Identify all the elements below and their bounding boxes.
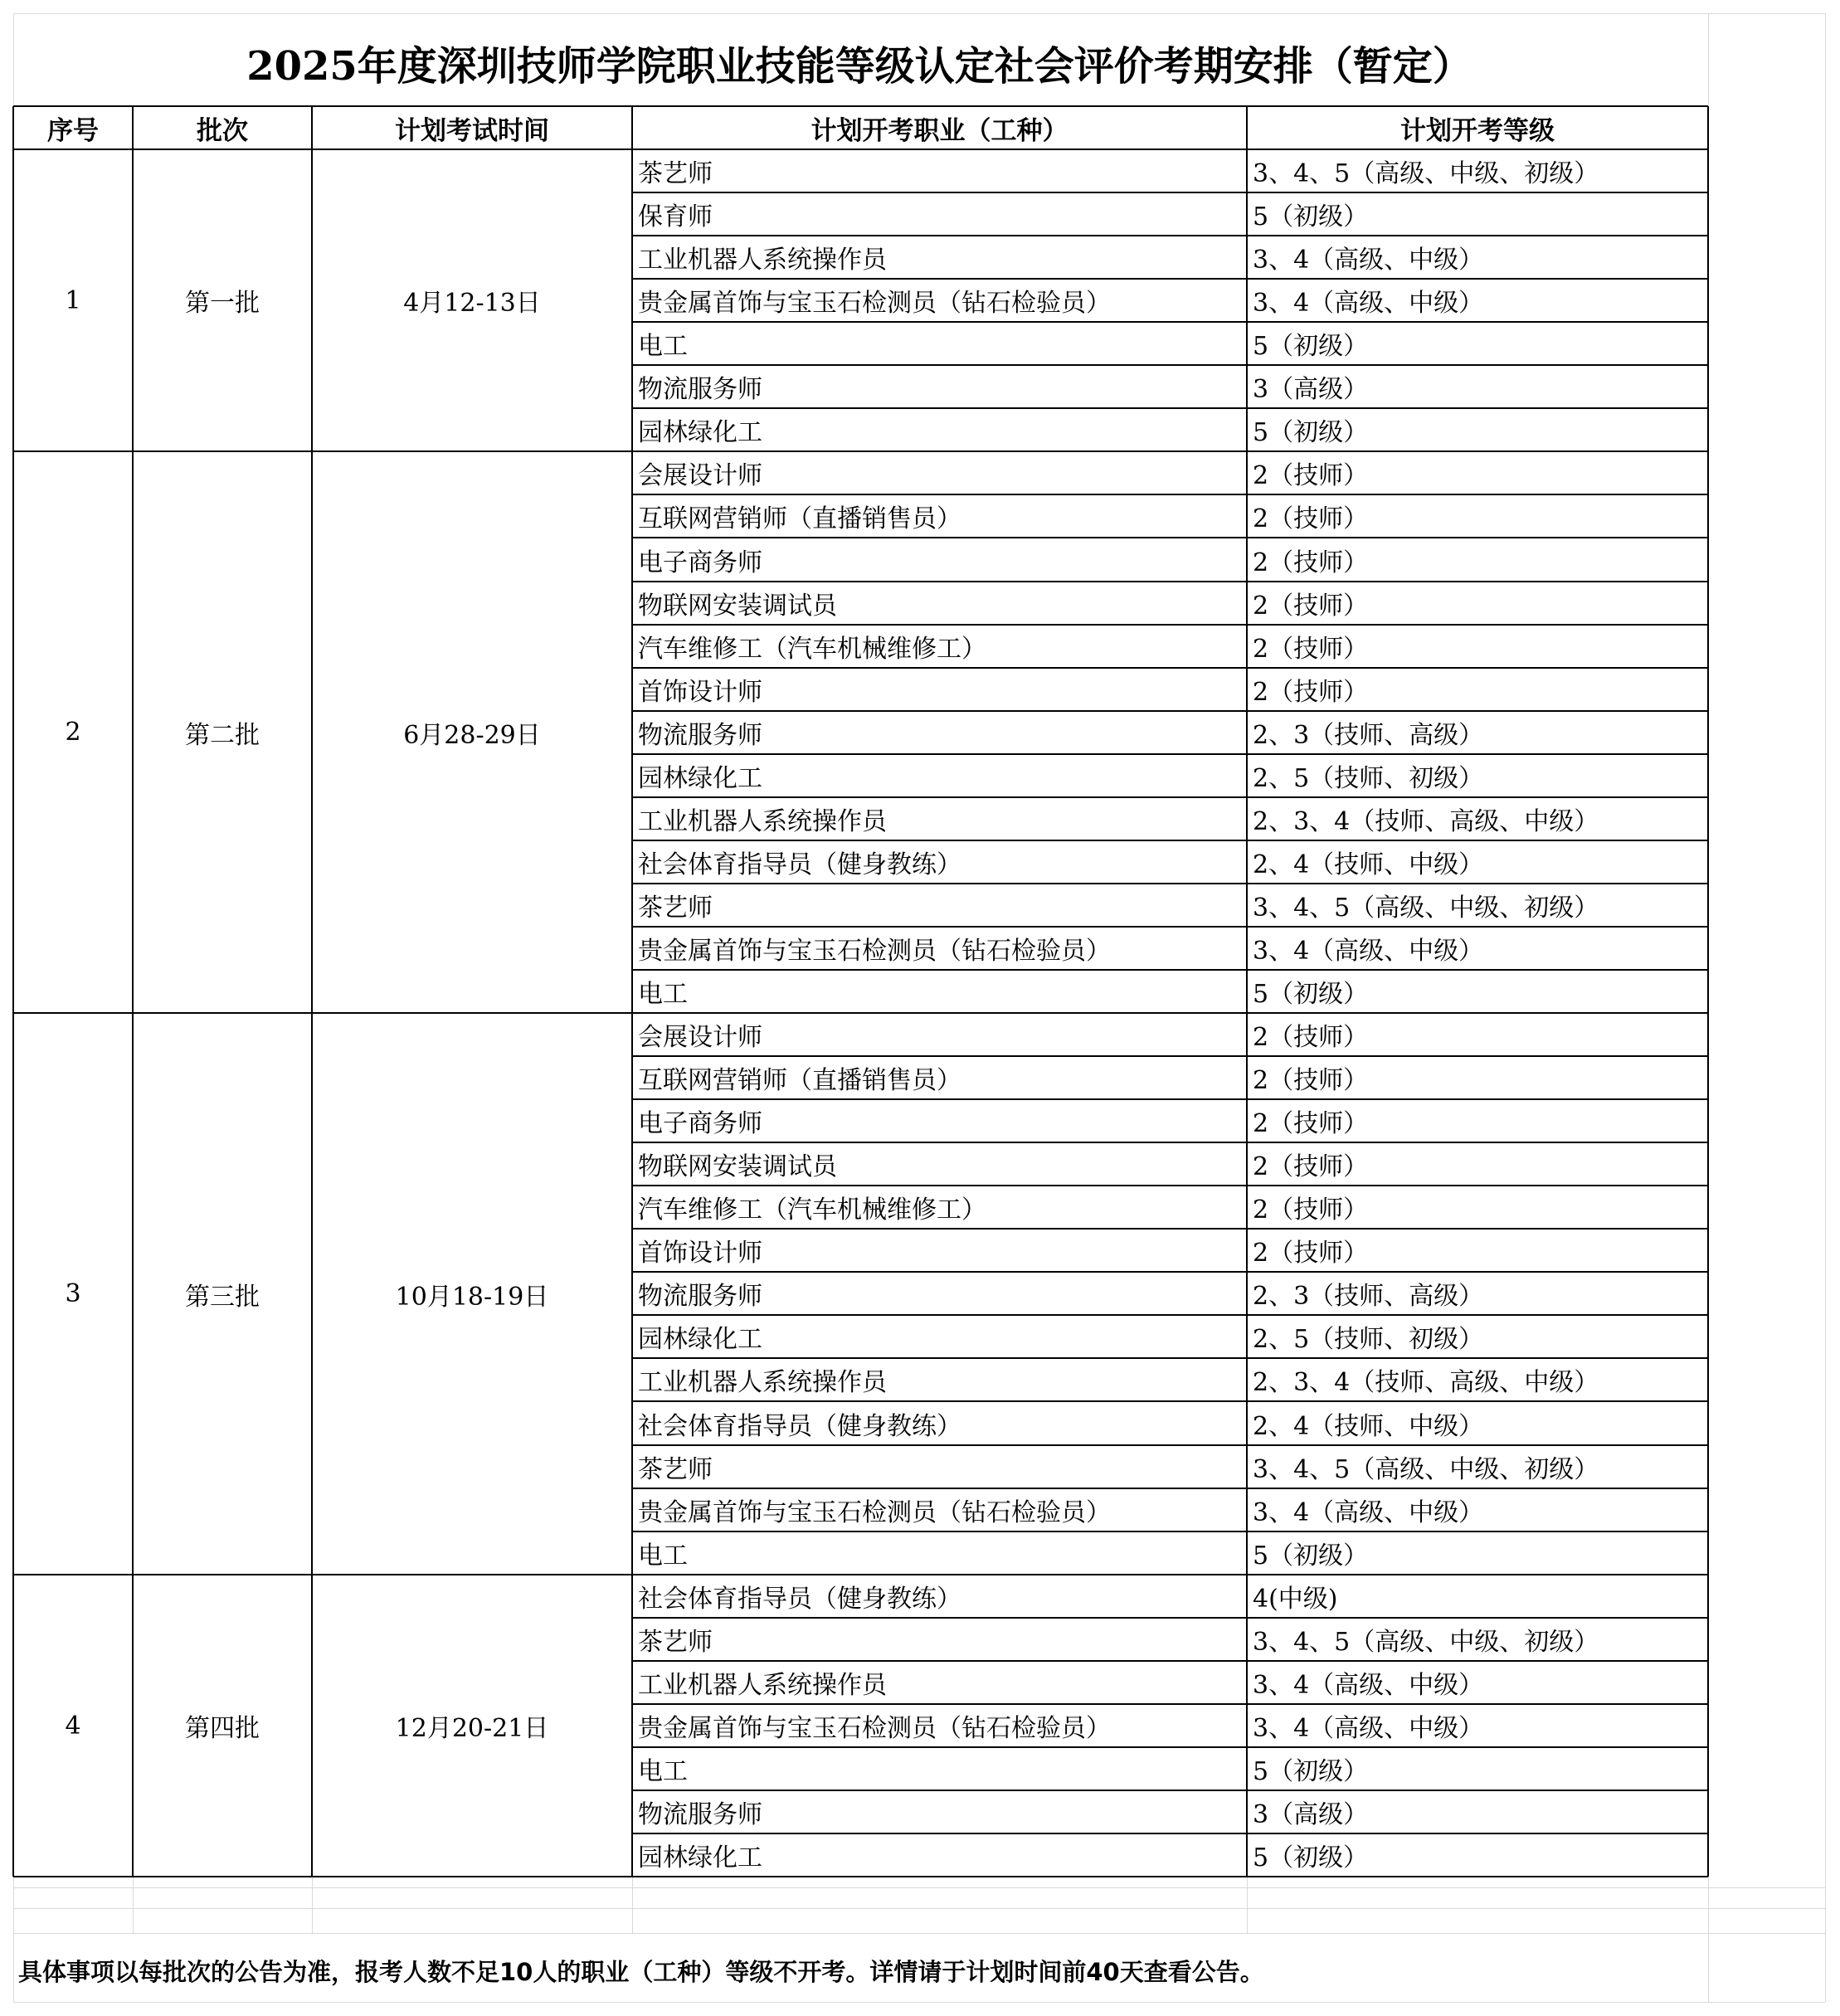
level-cell: 2（技师） <box>1253 1023 1369 1052</box>
level-cell: 3、4（高级、中级） <box>1253 1714 1484 1743</box>
row-divider <box>632 1876 1708 1877</box>
occupation-cell: 电工 <box>638 980 688 1009</box>
level-cell: 2、4（技师、中级） <box>1253 850 1484 879</box>
level-cell: 3、4、5（高级、中级、初级） <box>1253 1455 1599 1484</box>
column-header: 序号 <box>47 115 99 146</box>
exam-date: 10月18-19日 <box>395 1282 549 1312</box>
column-header: 计划开考等级 <box>1400 115 1555 146</box>
occupation-cell: 工业机器人系统操作员 <box>638 1671 887 1700</box>
level-cell: 3、4、5（高级、中级、初级） <box>1253 159 1599 188</box>
level-cell: 3、4（高级、中级） <box>1253 937 1484 966</box>
footer-note: 具体事项以每批次的公告为准，报考人数不足10人的职业（工种）等级不开考。详情请于计划时间前40天查看公告。 <box>18 1957 1264 1986</box>
level-cell: 2（技师） <box>1253 592 1369 621</box>
occupation-cell: 贵金属首饰与宝玉石检测员（钻石检验员） <box>638 1498 1111 1527</box>
occupation-cell: 工业机器人系统操作员 <box>638 807 887 836</box>
level-cell: 2（技师） <box>1253 1152 1369 1181</box>
batch-divider <box>13 1876 632 1877</box>
level-cell: 2（技师） <box>1253 461 1369 490</box>
level-cell: 2、3（技师、高级） <box>1253 1282 1484 1311</box>
level-cell: 3、4（高级、中级） <box>1253 1671 1484 1700</box>
table-border <box>13 105 1708 107</box>
occupation-cell: 园林绿化工 <box>638 418 762 447</box>
occupation-cell: 电工 <box>638 332 688 361</box>
level-cell: 3、4、5（高级、中级、初级） <box>1253 894 1599 923</box>
occupation-cell: 保育师 <box>638 202 713 231</box>
level-cell: 3（高级） <box>1253 1800 1369 1829</box>
batch-number: 2 <box>65 718 81 747</box>
occupation-cell: 茶艺师 <box>638 159 713 188</box>
sheet-gridline <box>13 13 1825 14</box>
occupation-cell: 首饰设计师 <box>638 678 762 707</box>
occupation-cell: 社会体育指导员（健身教练） <box>638 850 961 879</box>
occupation-cell: 贵金属首饰与宝玉石检测员（钻石检验员） <box>638 1714 1111 1743</box>
occupation-cell: 物联网安装调试员 <box>638 1152 837 1181</box>
occupation-cell: 园林绿化工 <box>638 764 762 793</box>
level-cell: 5（初级） <box>1253 1541 1369 1570</box>
exam-date: 12月20-21日 <box>395 1714 549 1743</box>
occupation-cell: 电子商务师 <box>638 1109 762 1138</box>
sheet-gridline <box>312 1877 313 1933</box>
level-cell: 2（技师） <box>1253 1066 1369 1095</box>
occupation-cell: 园林绿化工 <box>638 1325 762 1354</box>
occupation-cell: 园林绿化工 <box>638 1843 762 1872</box>
column-header: 批次 <box>197 115 248 146</box>
sheet-gridline <box>13 1908 1825 1909</box>
batch-number: 1 <box>65 285 81 315</box>
batch-name: 第四批 <box>185 1714 260 1743</box>
batch-number: 3 <box>65 1279 81 1308</box>
level-cell: 2（技师） <box>1253 1109 1369 1138</box>
occupation-cell: 电工 <box>638 1757 688 1786</box>
page-title: 2025年度深圳技师学院职业技能等级认定社会评价考期安排（暂定） <box>246 42 1472 90</box>
sheet-gridline <box>13 1933 1825 1934</box>
sheet-gridline <box>1825 13 1826 2002</box>
occupation-cell: 会展设计师 <box>638 461 762 490</box>
level-cell: 5（初级） <box>1253 418 1369 447</box>
occupation-cell: 互联网营销师（直播销售员） <box>638 1066 961 1095</box>
occupation-cell: 工业机器人系统操作员 <box>638 1368 887 1397</box>
level-cell: 2、5（技师、初级） <box>1253 1325 1484 1354</box>
occupation-cell: 贵金属首饰与宝玉石检测员（钻石检验员） <box>638 289 1111 318</box>
level-cell: 3、4（高级、中级） <box>1253 246 1484 275</box>
level-cell: 2（技师） <box>1253 635 1369 664</box>
occupation-cell: 汽车维修工（汽车机械维修工） <box>638 635 986 664</box>
level-cell: 5（初级） <box>1253 1843 1369 1872</box>
column-header: 计划开考职业（工种） <box>810 115 1068 146</box>
occupation-cell: 工业机器人系统操作员 <box>638 246 887 275</box>
occupation-cell: 首饰设计师 <box>638 1239 762 1268</box>
level-cell: 2（技师） <box>1253 678 1369 707</box>
exam-date: 4月12-13日 <box>403 289 541 318</box>
sheet-gridline <box>13 1887 1825 1888</box>
column-header: 计划考试时间 <box>395 115 549 146</box>
occupation-cell: 社会体育指导员（健身教练） <box>638 1411 961 1441</box>
level-cell: 2（技师） <box>1253 1239 1369 1268</box>
level-cell: 2、4（技师、中级） <box>1253 1411 1484 1441</box>
occupation-cell: 互联网营销师（直播销售员） <box>638 504 961 533</box>
sheet-gridline <box>632 1877 633 1933</box>
occupation-cell: 汽车维修工（汽车机械维修工） <box>638 1195 986 1225</box>
sheet-gridline <box>133 1877 134 1933</box>
level-cell: 2、3、4（技师、高级、中级） <box>1253 1368 1599 1397</box>
occupation-cell: 茶艺师 <box>638 894 713 923</box>
occupation-cell: 贵金属首饰与宝玉石检测员（钻石检验员） <box>638 937 1111 966</box>
level-cell: 2、3、4（技师、高级、中级） <box>1253 807 1599 836</box>
level-cell: 4(中级) <box>1253 1585 1338 1614</box>
batch-name: 第三批 <box>185 1282 260 1312</box>
level-cell: 2（技师） <box>1253 548 1369 577</box>
occupation-cell: 茶艺师 <box>638 1455 713 1484</box>
exam-date: 6月28-29日 <box>403 720 541 750</box>
occupation-cell: 电子商务师 <box>638 548 762 577</box>
batch-name: 第一批 <box>185 289 260 318</box>
occupation-cell: 电工 <box>638 1541 688 1570</box>
level-cell: 3、4（高级、中级） <box>1253 289 1484 318</box>
batch-name: 第二批 <box>185 720 260 750</box>
level-cell: 3、4（高级、中级） <box>1253 1498 1484 1527</box>
level-cell: 3、4、5（高级、中级、初级） <box>1253 1628 1599 1657</box>
level-cell: 5（初级） <box>1253 332 1369 361</box>
occupation-cell: 物流服务师 <box>638 721 762 750</box>
level-cell: 5（初级） <box>1253 202 1369 231</box>
occupation-cell: 物流服务师 <box>638 375 762 404</box>
sheet-gridline <box>1247 1877 1248 1933</box>
sheet-gridline <box>13 2002 1825 2003</box>
level-cell: 5（初级） <box>1253 1757 1369 1786</box>
occupation-cell: 物流服务师 <box>638 1800 762 1829</box>
occupation-cell: 物联网安装调试员 <box>638 592 837 621</box>
level-cell: 2、5（技师、初级） <box>1253 764 1484 793</box>
occupation-cell: 社会体育指导员（健身教练） <box>638 1585 961 1614</box>
occupation-cell: 茶艺师 <box>638 1628 713 1657</box>
level-cell: 2、3（技师、高级） <box>1253 721 1484 750</box>
occupation-cell: 会展设计师 <box>638 1023 762 1052</box>
occupation-cell: 物流服务师 <box>638 1282 762 1311</box>
level-cell: 2（技师） <box>1253 1195 1369 1225</box>
level-cell: 5（初级） <box>1253 980 1369 1009</box>
level-cell: 3（高级） <box>1253 375 1369 404</box>
level-cell: 2（技师） <box>1253 504 1369 533</box>
batch-number: 4 <box>65 1711 81 1741</box>
